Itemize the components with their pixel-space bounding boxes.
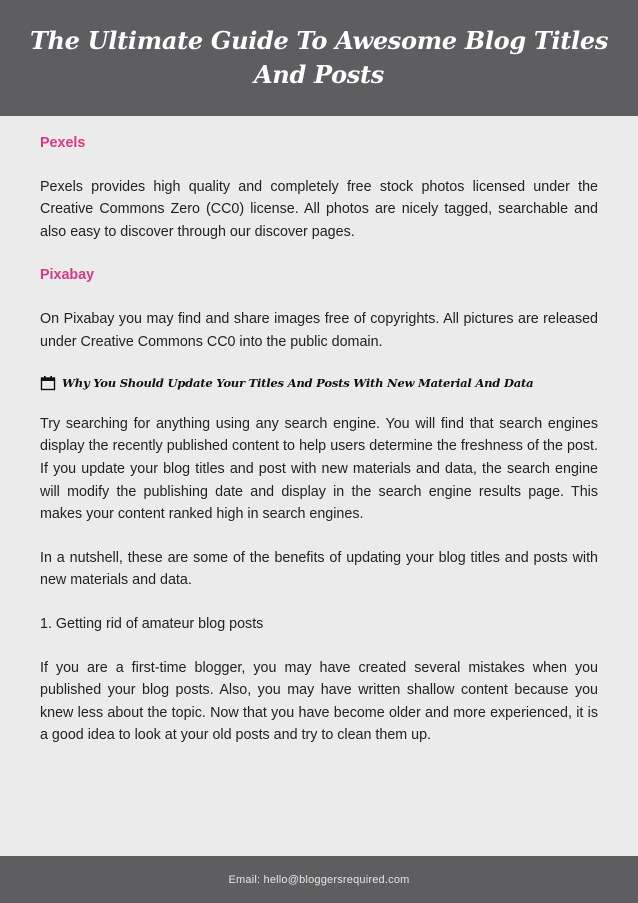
page-footer	[0, 856, 638, 903]
section-heading-pexels: Pexels	[40, 135, 86, 151]
paragraph-update-3: If you are a first-time blogger, you may have created several mistakes when you published your blog posts. Also, you may have written shallow content because you knew less about the topic. Now that you have become older and more experienced, it is a good idea to look at your old posts and try to clean them up.	[40, 659, 598, 744]
paragraph-update-2: In a nutshell, these are some of the benefits of updating your blog titles and posts with new materials and data.	[40, 549, 598, 589]
section-heading-pixabay: Pixabay	[40, 267, 95, 284]
page-header	[0, 0, 638, 116]
subheading-text: Why You Should Update Your Titles And Posts With New Material And Data	[62, 376, 534, 391]
paragraph-pixabay: On Pixabay you may find and share images free of copyrights. All pictures are released under Creative Commons CC0 into the public domain.	[40, 310, 598, 350]
section-heading-update	[40, 372, 598, 395]
footer-email[interactable]: Email: hello@bloggersrequired.com	[228, 873, 410, 886]
article-body	[40, 132, 598, 768]
paragraph-pexels: Pexels provides high quality and completely free stock photos licensed under the Creative Commons Zero (CC0) license. All photos are nicely tagged, searchable and also easy to discover through our discover pages.	[40, 178, 598, 240]
page-title: The Ultimate Guide To Awesome Blog Titles And Posts	[29, 26, 609, 89]
paragraph-update-1: Try searching for anything using any search engine. You will find that search engines display the recently published content to help users determine the freshness of the post. If you update your blog titles and post with new materials and data, the search engine will modify the publishing date and display in the search engine results page. This makes your content ranked high in search engines.	[40, 415, 598, 523]
calendar-icon	[40, 375, 56, 391]
list-item-1: 1. Getting rid of amateur blog posts	[40, 615, 264, 632]
